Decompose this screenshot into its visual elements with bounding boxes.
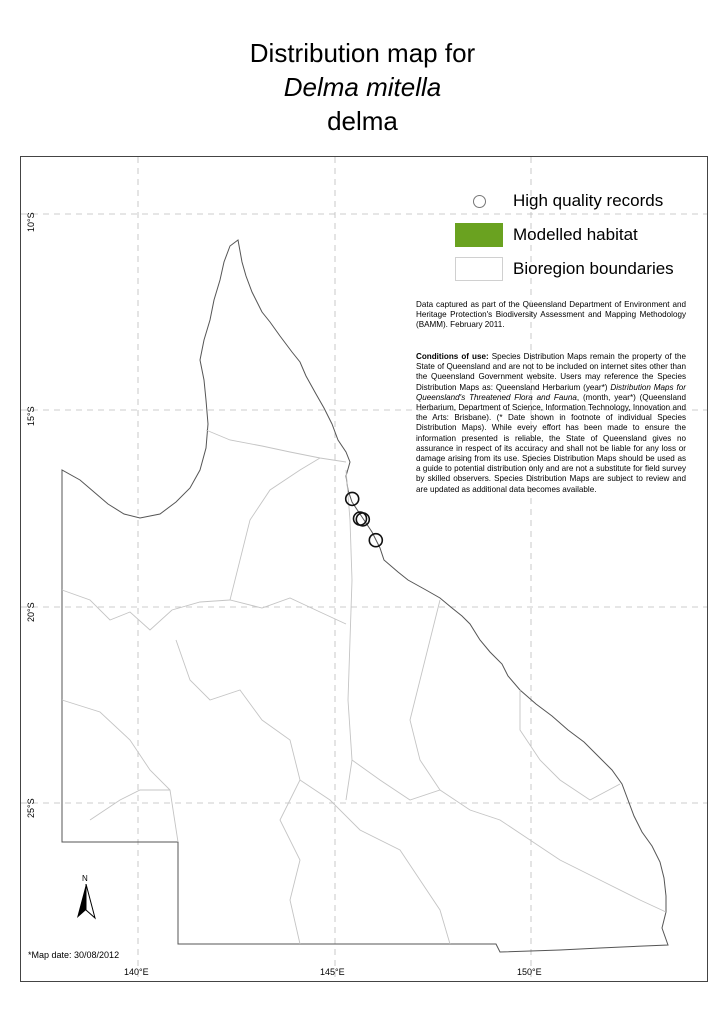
bioregion-line — [176, 640, 300, 944]
bioregion-line — [206, 430, 346, 462]
map-date: *Map date: 30/08/2012 — [28, 950, 120, 960]
bioregion-line — [346, 470, 352, 800]
conditions-note — [416, 352, 686, 495]
lat-label-15: 15°S — [26, 406, 36, 426]
bioregion-line — [300, 780, 450, 944]
lat-label-10: 10°S — [26, 212, 36, 232]
lat-label-20: 20°S — [26, 602, 36, 622]
north-arrow-icon — [74, 884, 98, 920]
modelled-habitat-swatch — [455, 223, 503, 247]
bioregion-line — [230, 458, 320, 600]
bioregion-line — [352, 760, 666, 912]
common-name: delma — [327, 106, 398, 136]
legend-bioregion — [455, 256, 674, 282]
bioregion-line — [62, 700, 178, 842]
legend-modelled-label: Modelled habitat — [513, 225, 638, 244]
lat-label-25: 25°S — [26, 798, 36, 818]
conditions-text-a: Species Distribution Maps remain the property of the State of Queensland and are not to be included on internet sites other than the Queensland Government website. Users may reference the Species Distribution Maps as: Queensland Herbarium (year*) — [416, 352, 686, 392]
map-title-line1: Distribution map for — [249, 38, 476, 68]
conditions-text-italic: Distribution Maps for Queensland's Threatened Flora and Fauna — [416, 382, 686, 402]
data-source-note: Data captured as part of the Queensland Department of Environment and Heritage Protection's Biodiversity Assessment and Mapping Methodology (BAMM). February 2011. — [416, 300, 686, 330]
legend-high-quality-label: High quality records — [513, 191, 664, 210]
bioregion-swatch — [455, 257, 503, 281]
bioregion-line — [62, 590, 346, 630]
queensland-outline — [62, 240, 668, 952]
north-arrow — [74, 874, 98, 920]
legend-modelled — [455, 222, 638, 248]
lon-label-150: 150°E — [517, 967, 542, 977]
bioregion-boundaries — [62, 430, 666, 944]
legend-bioregion-label: Bioregion boundaries — [513, 259, 674, 278]
conditions-text-b: , (month, year*) (Queensland Herbarium, Department of Science, Information Technology, Innovation and the Arts: Brisbane). (* Date shown in footnote of individual Species Distribution Maps). While every effort has been made to ensure the information presented is reliable, the State of Queensland gives no assurance in respect of its accuracy and shall not be liable for any loss or damage arising from its use. Species Distribution Maps should be used as a guide to potential distribution only and are not a substitute for field survey by skilled observers. Species Distribution Maps are subject to review and are updated as additional data becomes available. — [416, 392, 686, 494]
bioregion-line — [90, 790, 170, 820]
bioregion-line — [520, 690, 620, 800]
bioregion-line — [410, 600, 440, 790]
record-circle-icon — [455, 189, 503, 213]
legend-high-quality — [455, 188, 663, 214]
conditions-label: Conditions of use: — [416, 352, 489, 361]
lon-label-140: 140°E — [124, 967, 149, 977]
record-point — [346, 492, 359, 505]
north-label: N — [82, 874, 88, 883]
species-name: Delma mitella — [283, 72, 442, 102]
lon-label-145: 145°E — [320, 967, 345, 977]
